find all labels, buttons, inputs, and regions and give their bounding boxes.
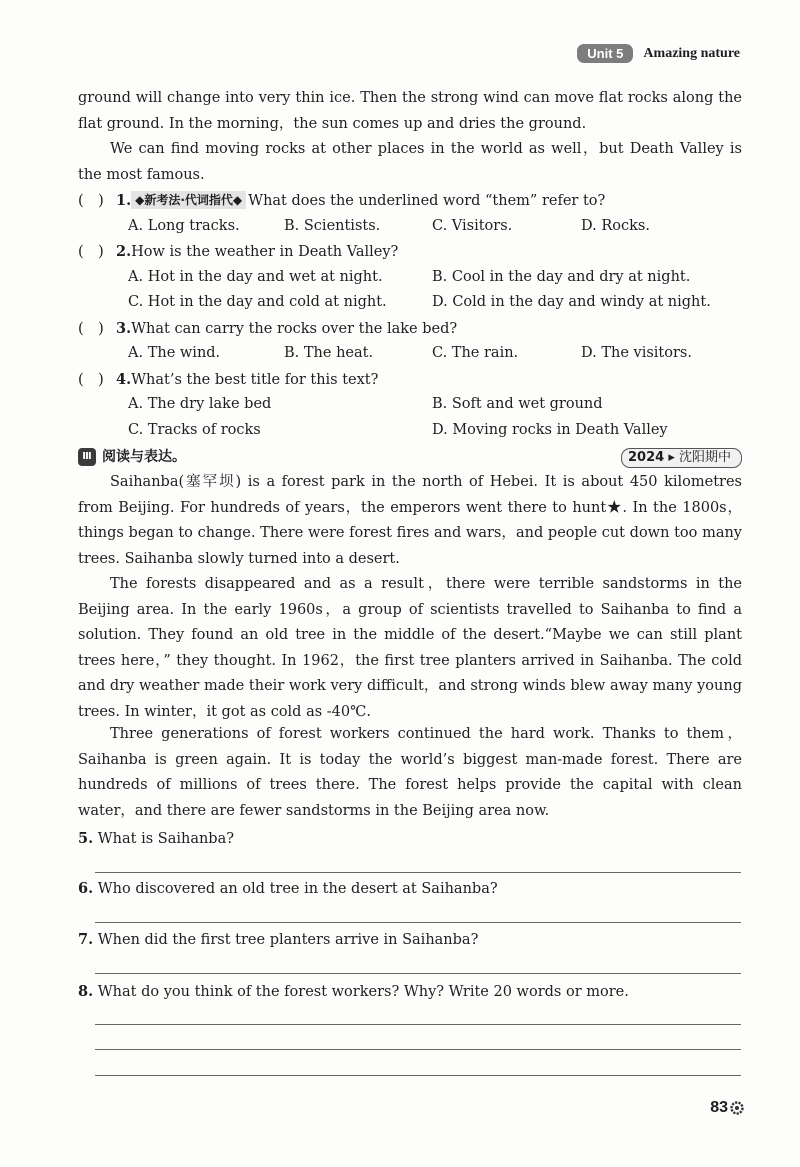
passage1-paragraph-2: We can find moving rocks at other places in the world as well，but Death Valley is the most famous. (78, 141, 742, 183)
answer-blank[interactable]: ( ) (78, 321, 104, 337)
q1-option-c: C. Visitors. (432, 218, 513, 234)
q2-option-a: A. Hot in the day and wet at night. (128, 269, 383, 285)
question-number: 7. (78, 931, 94, 948)
section-number-icon: Ⅲ (78, 448, 96, 466)
q3-option-a: A. The wind. (128, 345, 221, 361)
passage2-paragraph-1: Saihanba(塞罕坝) is a forest park in the north of Hebei. It is about 450 kilometres from Beijing. For hundreds of years，the emperors went there to hunt★. In the 1800s，things began to change. There were forest fires and wars，and people cut down too many trees. Saihanba slowly turned into a desert. (78, 474, 742, 567)
q4-option-d: D. Moving rocks in Death Valley (432, 422, 668, 438)
q1-option-d: D. Rocks. (581, 218, 650, 234)
question-6 (78, 876, 742, 903)
passage1-paragraph-1: ground will change into very thin ice. Then the strong wind can move flat rocks along the flat ground. In the morning，the sun comes up and dries the ground. (78, 90, 742, 132)
answer-blank[interactable]: ( ) (78, 244, 104, 260)
q1-option-b: B. Scientists. (284, 218, 381, 234)
question-text: When did the first tree planters arrive in Saihanba? (97, 932, 479, 948)
question-3 (78, 316, 742, 343)
question-number: 8. (78, 983, 94, 1000)
source-badge: 2024 ▸ 沈阳期中 (621, 448, 742, 468)
page-number (710, 1099, 744, 1117)
question-5 (78, 826, 742, 853)
question-text: What’s the best title for this text? (131, 372, 379, 388)
q3-option-b: B. The heat. (284, 345, 374, 361)
question-number: 3. (116, 320, 132, 337)
q2-option-b: B. Cool in the day and dry at night. (432, 269, 691, 285)
answer-line-8b[interactable] (95, 1049, 741, 1050)
question-2 (78, 239, 742, 266)
question-number: 5. (78, 830, 94, 847)
question-text: What is Saihanba? (97, 831, 234, 847)
question-number: 6. (78, 880, 94, 897)
source-exam: 沈阳期中 (678, 450, 731, 465)
page-header (577, 44, 740, 63)
q3-option-c: C. The rain. (432, 345, 519, 361)
q1-option-a: A. Long tracks. (128, 218, 240, 234)
q4-option-c: C. Tracks of rocks (128, 422, 261, 438)
question-text: What does the underlined word “them” refer to? (248, 193, 606, 209)
answer-line-8a[interactable] (95, 1024, 741, 1025)
section-header (78, 447, 742, 469)
question-text: Who discovered an old tree in the desert at Saihanba? (97, 881, 498, 897)
source-year: 2024 (628, 450, 665, 465)
unit-tag: Unit 5 (577, 44, 633, 63)
gear-icon (730, 1101, 744, 1115)
question-text: What do you think of the forest workers? Why? Write 20 words or more. (97, 984, 629, 1000)
q3-option-d: D. The visitors. (581, 345, 692, 361)
passage2-paragraph-2: The forests disappeared and as a result，there were terrible sandstorms in the Beijing area. In the early 1960s，a group of scientists travelled to Saihanba to find a solution. They found an old tree in the middle of the desert.“Maybe we can still plant trees here，” they thought. In 1962，the first tree planters arrived in Saihanba. The cold and dry weather made their work very difficult，and strong winds blew away many young trees. In winter，it got as cold as -40℃. (78, 576, 742, 720)
question-number: 4. (116, 371, 132, 388)
q4-option-b: B. Soft and wet ground (432, 396, 603, 412)
question-8 (78, 979, 742, 1006)
question-7 (78, 927, 742, 954)
passage2-paragraph-3: Three generations of forest workers continued the hard work. Thanks to them，Saihanba is green again. It is today the world’s biggest man-made forest. There are hundreds of millions of trees there. The forest helps provide the capital with clean water，and there are fewer sandstorms in the Beijing area now. (78, 726, 742, 819)
question-text: How is the weather in Death Valley? (131, 244, 399, 260)
q4-option-a: A. The dry lake bed (128, 396, 272, 412)
page-number-text: 83 (710, 1099, 728, 1116)
question-number: 2. (116, 243, 132, 260)
q2-option-c: C. Hot in the day and cold at night. (128, 294, 387, 310)
q2-option-d: D. Cold in the day and windy at night. (432, 294, 711, 310)
answer-line-7[interactable] (95, 973, 741, 974)
question-text: What can carry the rocks over the lake bed? (131, 321, 458, 337)
answer-line-5[interactable] (95, 872, 741, 873)
answer-blank[interactable]: ( ) (78, 193, 104, 209)
question-tag: ◆新考法·代词指代◆ (131, 191, 246, 209)
answer-line-6[interactable] (95, 922, 741, 923)
answer-line-8c[interactable] (95, 1075, 741, 1076)
unit-title: Amazing nature (643, 45, 740, 61)
question-number: 1. (116, 192, 132, 209)
answer-blank[interactable]: ( ) (78, 372, 104, 388)
question-4 (78, 367, 742, 394)
section-title: 阅读与表达。 (102, 449, 186, 465)
question-1 (78, 188, 742, 215)
